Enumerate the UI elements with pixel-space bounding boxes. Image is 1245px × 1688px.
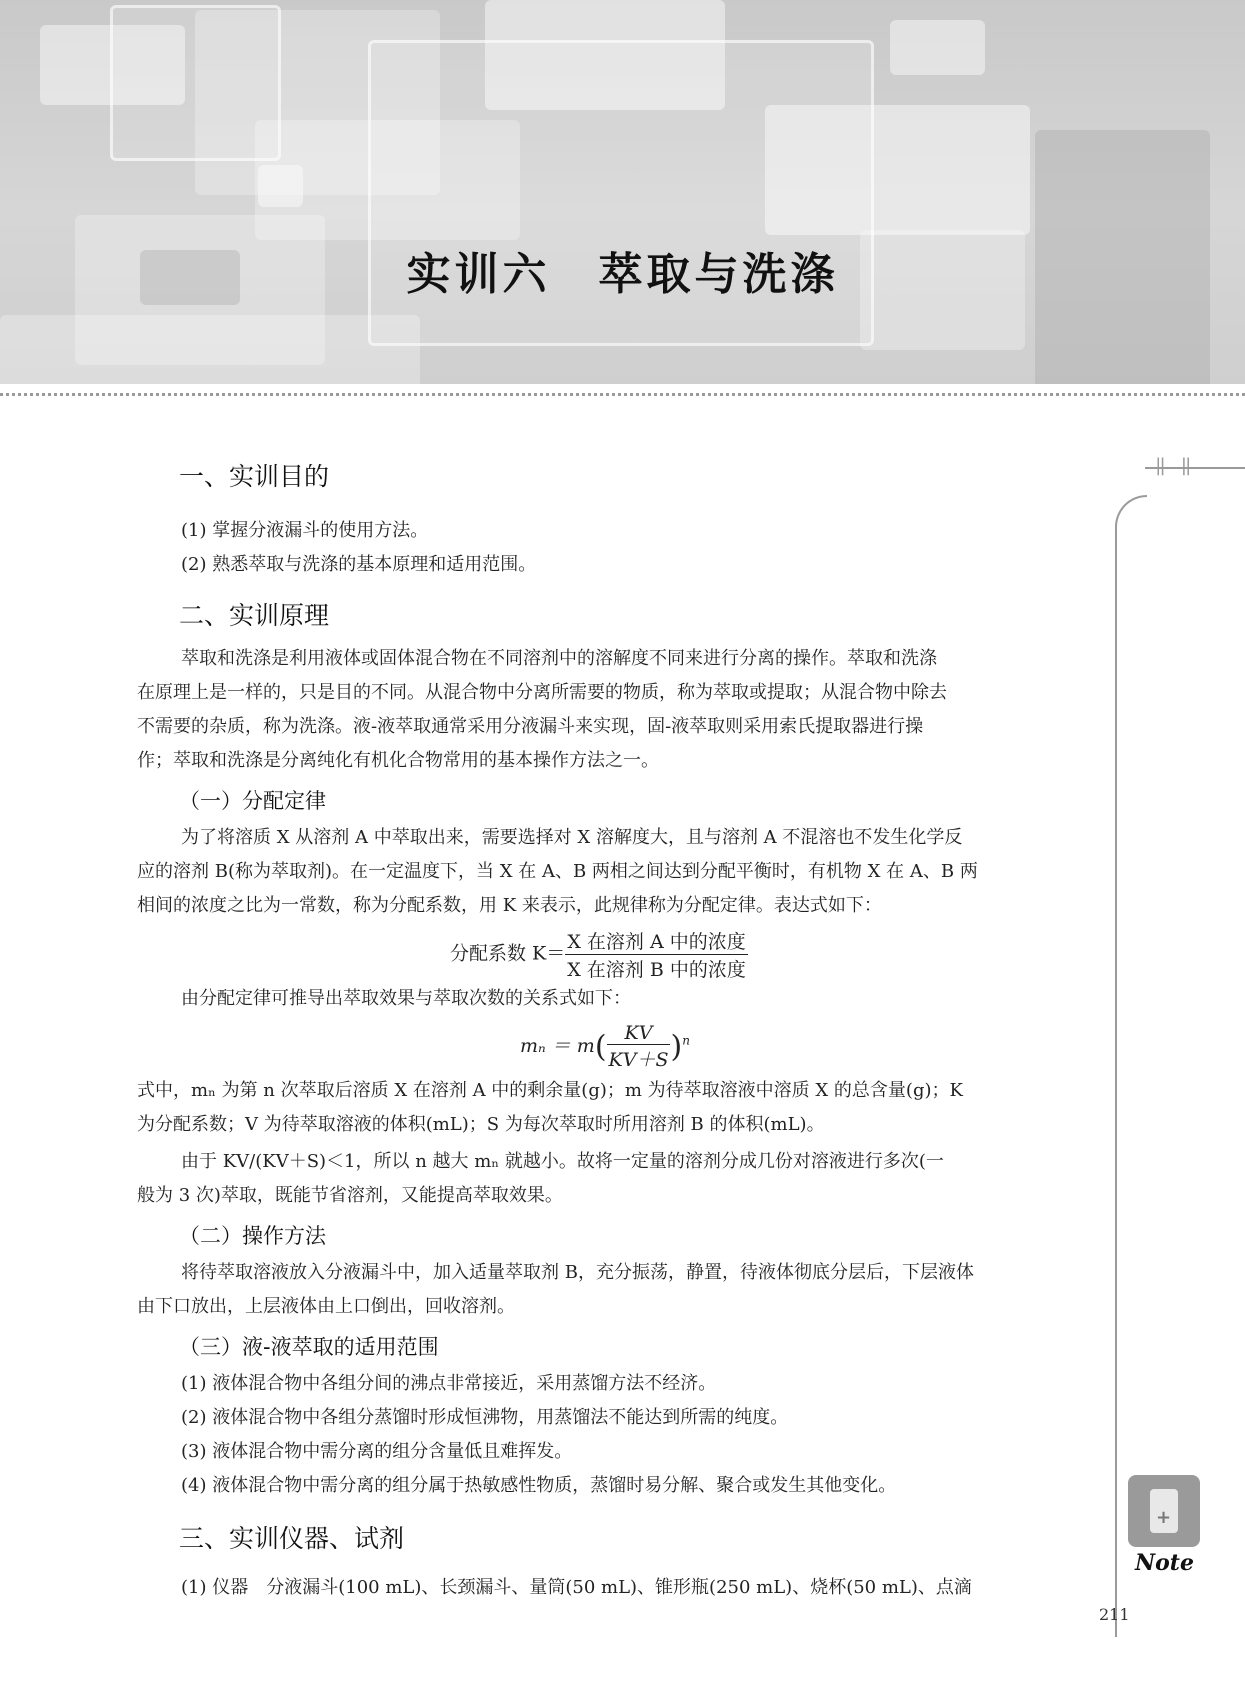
paragraph-line: 式中，mₙ 为第 n 次萃取后溶质 X 在溶剂 A 中的剩余量(g)；m 为待萃取溶液中溶质 X 的总含量(g)；K xyxy=(137,1080,963,1101)
paragraph-line: 为分配系数；V 为待萃取溶液的体积(mL)；S 为每次萃取时所用溶剂 B 的体积(mL)。 xyxy=(137,1114,825,1135)
paragraph-line: 由下口放出，上层液体由上口倒出，回收溶剂。 xyxy=(137,1296,515,1317)
chapter-banner xyxy=(0,0,1245,384)
list-item: (2) 液体混合物中各组分蒸馏时形成恒沸物，用蒸馏法不能达到所需的纯度。 xyxy=(181,1407,789,1428)
paragraph-line: 般为 3 次)萃取，既能节省溶剂，又能提高萃取效果。 xyxy=(137,1185,563,1206)
section-heading: 二、实训原理 xyxy=(179,601,330,630)
list-item: (1) 仪器 分液漏斗(100 mL)、长颈漏斗、量筒(50 mL)、锥形瓶(250 mL)、烧杯(50 mL)、点滴 xyxy=(181,1577,972,1598)
left-paren: ( xyxy=(594,1029,607,1065)
decor-tile xyxy=(0,315,420,384)
decor-tile xyxy=(765,105,1030,235)
list-item: (1) 掌握分液漏斗的使用方法。 xyxy=(181,520,429,541)
margin-tick-marks: ‖ ‖ xyxy=(1155,455,1194,476)
decor-tile xyxy=(890,20,985,75)
formula-exponent: n xyxy=(682,1033,690,1048)
plus-icon: + xyxy=(1156,1507,1172,1528)
formula-denominator: X 在溶剂 B 中的浓度 xyxy=(567,959,746,981)
note-label: Note xyxy=(1135,1550,1194,1576)
note-icon xyxy=(1128,1475,1200,1547)
chapter-title: 实训六 萃取与洗涤 xyxy=(406,249,839,300)
page-number: 211 xyxy=(1099,1605,1130,1624)
section-heading: 一、实训目的 xyxy=(179,462,330,491)
paragraph-line: 由于 KV/(KV＋S)＜1，所以 n 越大 mₙ 就越小。故将一定量的溶剂分成几份对溶液进行多次(一 xyxy=(181,1151,944,1172)
paragraph-line: 由分配定律可推导出萃取效果与萃取次数的关系式如下： xyxy=(181,988,631,1009)
section-heading: 三、实训仪器、试剂 xyxy=(179,1524,405,1553)
paragraph-line: 相间的浓度之比为一常数，称为分配系数，用 K 来表示，此规律称为分配定律。表达式如下： xyxy=(137,895,882,916)
right-paren: ) xyxy=(670,1029,683,1065)
formula-lhs: mₙ ＝ m xyxy=(520,1035,595,1057)
list-item: (1) 液体混合物中各组分间的沸点非常接近，采用蒸馏方法不经济。 xyxy=(181,1373,717,1394)
formula-fraction xyxy=(607,1022,671,1072)
formula-fraction xyxy=(565,927,748,982)
paragraph-line: 作；萃取和洗涤是分离纯化有机化合物常用的基本操作方法之一。 xyxy=(137,750,659,771)
partition-coefficient-formula xyxy=(450,927,748,982)
subsection-heading: （二）操作方法 xyxy=(179,1224,326,1248)
formula-numerator: X 在溶剂 A 中的浓度 xyxy=(565,927,748,955)
list-item: (3) 液体混合物中需分离的组分含量低且难挥发。 xyxy=(181,1441,573,1462)
formula-denominator: KV＋S xyxy=(608,1049,669,1071)
subsection-heading: （一）分配定律 xyxy=(179,789,326,813)
paragraph-line: 萃取和洗涤是利用液体或固体混合物在不同溶剂中的溶解度不同来进行分离的操作。萃取和洗涤 xyxy=(181,648,937,669)
subsection-heading: （三）液-液萃取的适用范围 xyxy=(179,1335,439,1359)
formula-numerator: KV xyxy=(607,1022,671,1045)
paragraph-line: 不需要的杂质，称为洗涤。液-液萃取通常采用分液漏斗来实现，固-液萃取则采用索氏提取器进行操 xyxy=(137,716,924,737)
paragraph-line: 将待萃取溶液放入分液漏斗中，加入适量萃取剂 B，充分振荡，静置，待液体彻底分层后，下层液体 xyxy=(181,1262,974,1283)
dotted-divider xyxy=(0,393,1245,396)
paragraph-line: 为了将溶质 X 从溶剂 A 中萃取出来，需要选择对 X 溶解度大，且与溶剂 A 不混溶也不发生化学反 xyxy=(181,827,963,848)
formula-prefix: 分配系数 K＝ xyxy=(450,942,566,965)
paragraph-line: 在原理上是一样的，只是目的不同。从混合物中分离所需要的物质，称为萃取或提取；从混合物中除去 xyxy=(137,682,947,703)
margin-curve-line xyxy=(1115,495,1147,1637)
extraction-formula xyxy=(520,1022,690,1072)
list-item: (2) 熟悉萃取与洗涤的基本原理和适用范围。 xyxy=(181,554,537,575)
list-item: (4) 液体混合物中需分离的组分属于热敏感性物质，蒸馏时易分解、聚合或发生其他变化。 xyxy=(181,1475,897,1496)
paragraph-line: 应的溶剂 B(称为萃取剂)。在一定温度下，当 X 在 A、B 两相之间达到分配平衡时，有机物 X 在 A、B 两 xyxy=(137,861,978,882)
